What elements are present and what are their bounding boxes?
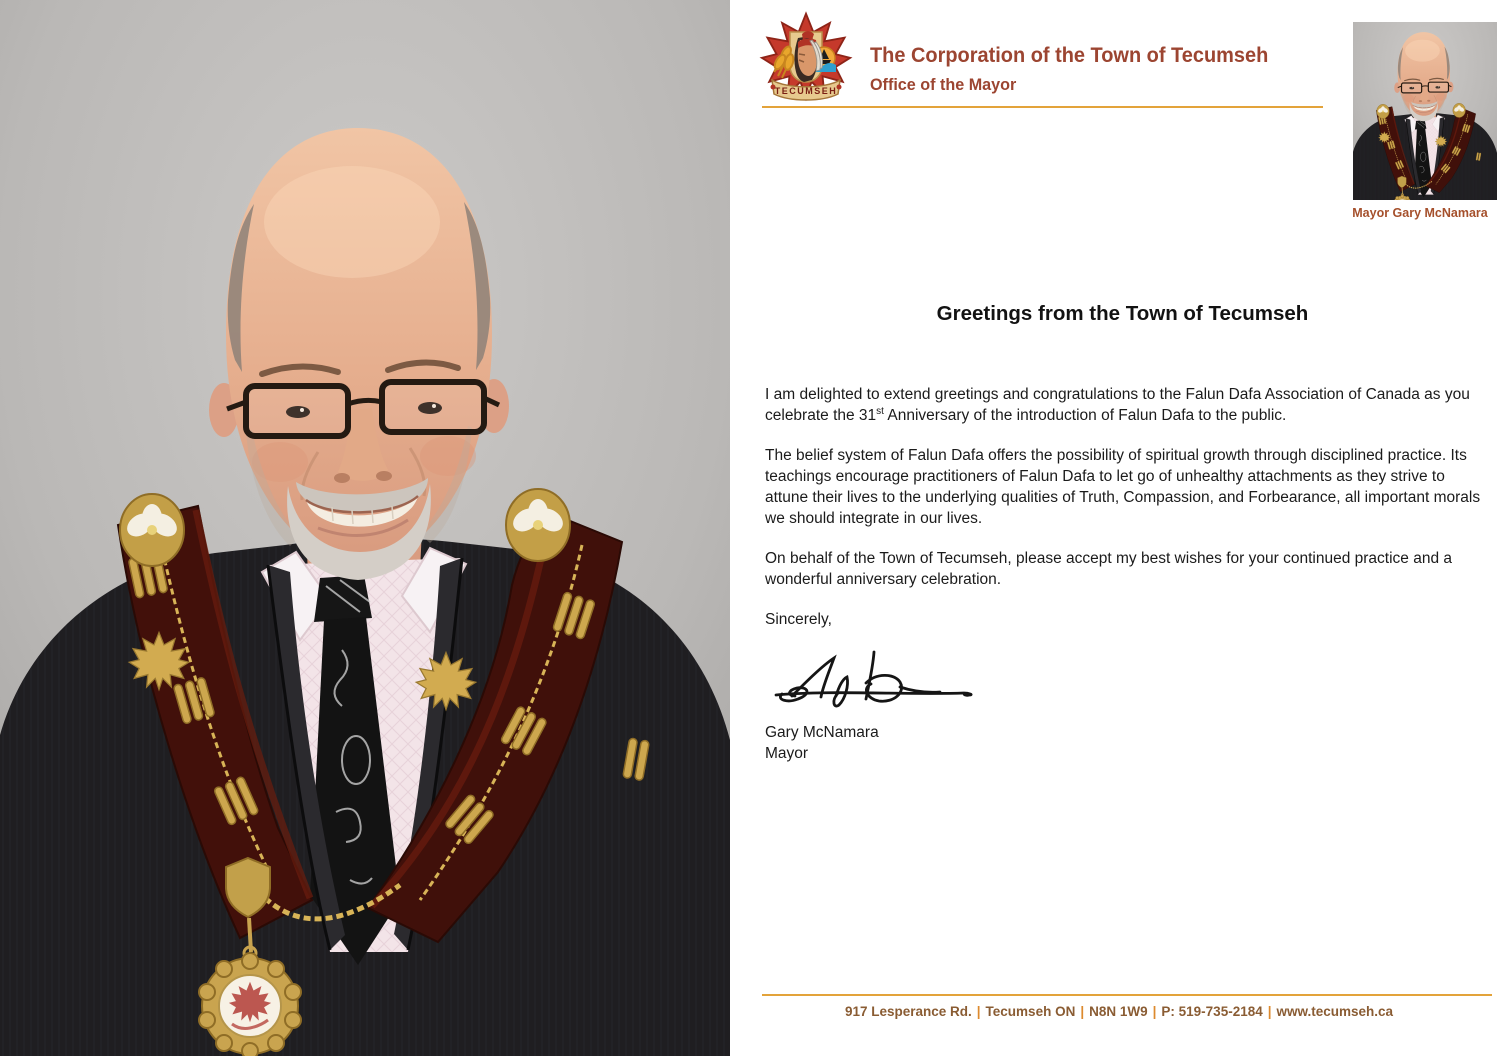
mayor-portrait-photo bbox=[0, 0, 730, 1056]
footer-contact-line bbox=[746, 1004, 1492, 1019]
office-name: Office of the Mayor bbox=[870, 75, 1017, 94]
signature-image bbox=[768, 642, 978, 712]
footer-separator: | bbox=[1267, 1004, 1272, 1019]
footer-phone: P: 519-735-2184 bbox=[1161, 1004, 1263, 1019]
headshot-caption: Mayor Gary McNamara bbox=[1352, 206, 1488, 220]
letter-panel bbox=[730, 0, 1500, 1056]
paragraph-1-text-cont: Anniversary of the introduction of Falun Dafa to the public. bbox=[883, 407, 1287, 424]
paragraph-3: On behalf of the Town of Tecumseh, please accept my best wishes for your continued practice and a wonderful anniversary celebration. bbox=[765, 550, 1452, 588]
footer-separator: | bbox=[1152, 1004, 1157, 1019]
org-name: The Corporation of the Town of Tecumseh bbox=[870, 44, 1269, 67]
footer-separator: | bbox=[1080, 1004, 1085, 1019]
mayor-headshot-photo bbox=[1353, 22, 1497, 200]
header-rule bbox=[762, 106, 1323, 108]
footer-website: www.tecumseh.ca bbox=[1276, 1004, 1394, 1019]
letter-body bbox=[765, 384, 1481, 649]
signer-block bbox=[765, 722, 879, 764]
footer-address: 917 Lesperance Rd. bbox=[844, 1004, 972, 1019]
paragraph-1-text: I am delighted to extend greetings and congratulations to the Falun Dafa Association of Canada as you celebrate the 31 bbox=[765, 386, 1470, 424]
signer-title: Mayor bbox=[765, 745, 809, 762]
closing: Sincerely, bbox=[765, 611, 832, 628]
ordinal-superscript: st bbox=[876, 405, 884, 417]
logo-banner-text: TECUMSEH bbox=[774, 86, 838, 96]
town-logo bbox=[756, 8, 856, 108]
paragraph-2: The belief system of Falun Dafa offers the possibility of spiritual growth through disciplined practice. Its teachings encourage practitioners of Falun Dafa to let go of unhealthy attachments as they strive to attune their lives to the underlying qualities of Truth, Compassion, and Forbearance, all important morals we should integrate in our lives. bbox=[765, 447, 1481, 527]
signer-name: Gary McNamara bbox=[765, 724, 879, 741]
footer-rule bbox=[762, 994, 1492, 996]
footer-separator: | bbox=[976, 1004, 981, 1019]
footer-city: Tecumseh ON bbox=[985, 1004, 1076, 1019]
letter-title: Greetings from the Town of Tecumseh bbox=[936, 302, 1309, 325]
paragraph-1 bbox=[765, 384, 1481, 426]
footer-postal-code: N8N 1W9 bbox=[1089, 1004, 1148, 1019]
